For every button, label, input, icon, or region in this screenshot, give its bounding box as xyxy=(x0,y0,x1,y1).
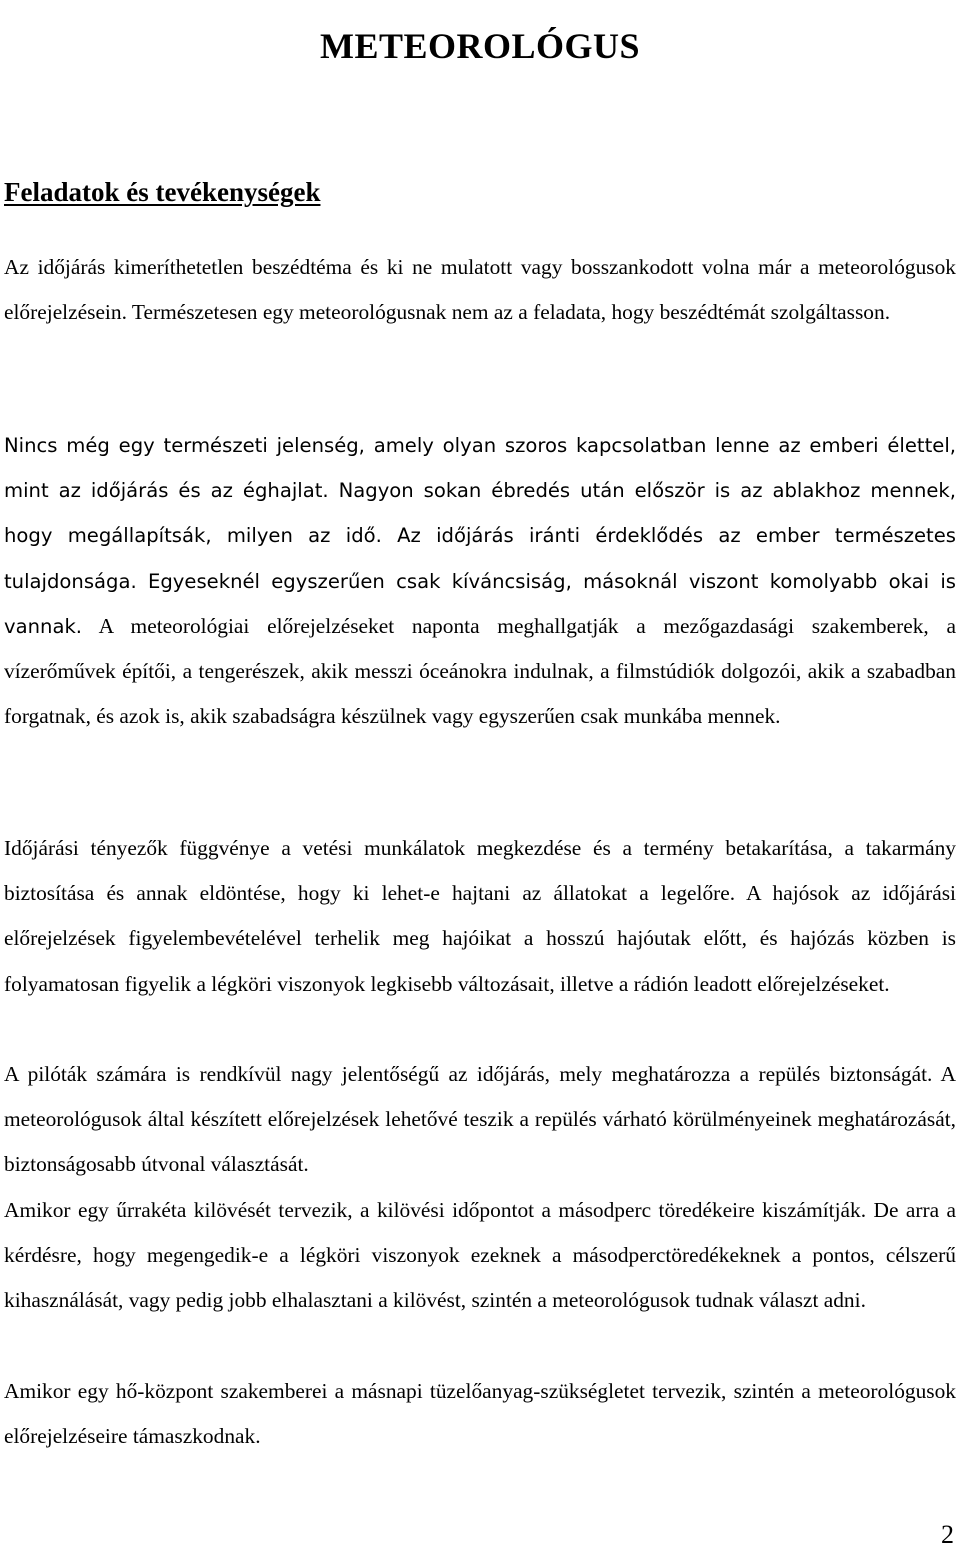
section-heading: Feladatok és tevékenységek xyxy=(4,177,321,208)
paragraph-rocket-launch: Amikor egy űrrakéta kilövését tervezik, a kilövési időpontot a másodperc töredékeire kiszámítják. De arra a kérdésre, hogy megengedik-e a légköri viszonyok ezeknek a másodperctöredékeknek a pontos, célszerű kihasználását, vagy pedig jobb elhalasztani a kilövést, szintén a meteorológusok tudnak választ adni. xyxy=(4,1198,956,1313)
paragraph-pilots: A pilóták számára is rendkívül nagy jelentőségű az időjárás, mely meghatározza a repülés biztonságát. A meteorológusok által készített előrejelzések lehetővé teszik a repülés várható körülményeinek meghatározását, biztonságosabb útvonal választását. xyxy=(4,1062,956,1177)
page-number: 2 xyxy=(941,1520,954,1549)
page-title: METEOROLÓGUS xyxy=(319,26,641,67)
paragraph-phenomenon xyxy=(4,423,956,739)
paragraph-heating-center: Amikor egy hő-központ szakemberei a másnapi tüzelőanyag-szükségletet tervezik, szintén a meteorológusok előrejelzéseire támaszkodnak. xyxy=(4,1379,956,1449)
paragraph-intro: Az időjárás kimeríthetetlen beszédtéma és ki ne mulatott vagy bosszankodott volna már a meteorológusok előrejelzésein. Természetesen egy meteorológusnak nem az a feladata, hogy beszédtémát szolgáltasson. xyxy=(4,255,956,325)
paragraph-phenomenon-sans-part: Nincs még egy természeti jelenség, amely olyan szoros kapcsolatban lenne az emberi élettel, mint az időjárás és az éghajlat. Nagyon sokan ébredés után először is az ablakhoz mennek, hogy megállapítsák, milyen az idő. Az időjárás iránti érdeklődés az ember természetes tulajdonsága. Egyeseknél egyszerűen csak kíváncsiság, másoknál viszont komolyabb okai is vannak. xyxy=(4,434,956,638)
paragraph-agriculture-shipping: Időjárási tényezők függvénye a vetési munkálatok megkezdése és a termény betakarítása, a takarmány biztosítása és annak eldöntése, hogy ki lehet-e hajtani az állatokat a legelőre. A hajósok az időjárási előrejelzések figyelembevételével terhelik meg hajóikat a hosszú hajóutak előtt, és hajózás közben is folyamatosan figyelik a légköri viszonyok legkisebb változásait, illetve a rádión leadott előrejelzéseket. xyxy=(4,836,956,996)
paragraph-phenomenon-serif-part: A meteorológiai előrejelzéseket naponta meghallgatják a mezőgazdasági szakemberek, a vízerőművek építői, a tengerészek, akik messzi óceánokra indulnak, a filmstúdiók dolgozói, akik a szabadban forgatnak, és azok is, akik szabadságra készülnek vagy egyszerűen csak munkába mennek. xyxy=(4,613,956,729)
